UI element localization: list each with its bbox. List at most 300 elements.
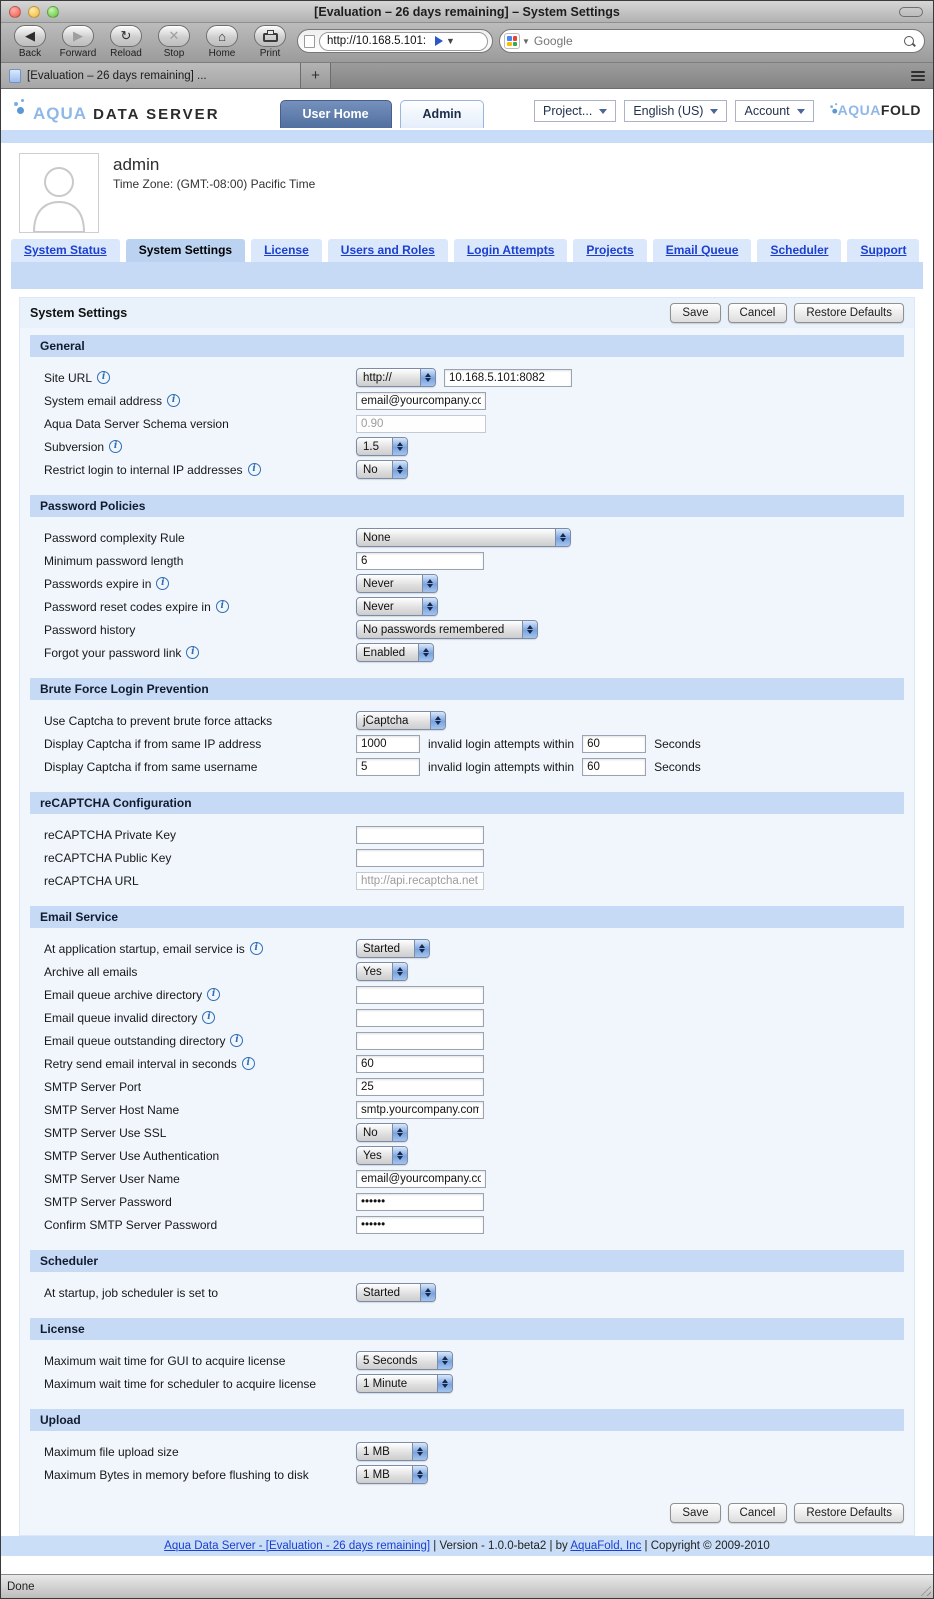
captcha-ip-attempts-input[interactable] bbox=[356, 735, 420, 753]
label-text: Display Captcha if from same username bbox=[44, 759, 258, 774]
scheduler-license-wait-select[interactable] bbox=[356, 1374, 453, 1393]
smtp-port-input[interactable] bbox=[356, 1078, 484, 1096]
row-recaptcha-private-key bbox=[30, 823, 904, 846]
tab-email-queue[interactable] bbox=[653, 239, 752, 262]
smtp-password-label bbox=[44, 1195, 356, 1209]
captcha-user-within-text: invalid login attempts within bbox=[428, 759, 575, 774]
subversion-value: 1.5 bbox=[363, 440, 379, 453]
info-icon[interactable] bbox=[156, 577, 169, 590]
stop-button[interactable] bbox=[153, 25, 195, 59]
password-history-select[interactable] bbox=[356, 620, 538, 639]
chevron-down-icon bbox=[797, 109, 805, 114]
max-bytes-memory-label bbox=[44, 1468, 356, 1482]
smtp-auth-label bbox=[44, 1149, 356, 1163]
url-history-dropdown-icon[interactable]: ▼ bbox=[446, 36, 455, 46]
forgot-password-link-label bbox=[44, 646, 356, 660]
tab-overflow-icon[interactable] bbox=[903, 63, 933, 88]
bubbles-icon bbox=[829, 103, 836, 113]
top-navigation bbox=[280, 100, 485, 128]
row-min-password-length bbox=[30, 549, 904, 572]
row-max-bytes-memory bbox=[30, 1463, 904, 1486]
row-captcha-same-ip bbox=[30, 732, 904, 755]
footer-copyright: Copyright © 2009-2010 bbox=[650, 1540, 770, 1552]
home-label: Home bbox=[208, 48, 236, 59]
passwords-expire-label bbox=[44, 577, 356, 591]
chevron-down-icon bbox=[599, 109, 607, 114]
label-text: Password reset codes expire in bbox=[44, 599, 211, 614]
url-capsule bbox=[319, 32, 488, 51]
footer-separator: | bbox=[549, 1540, 553, 1552]
admin-tab-strip bbox=[1, 239, 933, 262]
stepper-icon bbox=[437, 1352, 452, 1369]
job-scheduler-startup-value: Started bbox=[363, 1286, 401, 1299]
outstanding-directory-input[interactable] bbox=[356, 1032, 484, 1050]
site-url-label bbox=[44, 371, 356, 385]
captcha-ip-unit-text: Seconds bbox=[654, 736, 701, 751]
site-url-scheme-select[interactable] bbox=[356, 368, 436, 387]
max-upload-size-value: 1 MB bbox=[363, 1445, 390, 1458]
reset-codes-expire-select[interactable] bbox=[356, 597, 438, 616]
label-text: Subversion bbox=[44, 439, 105, 454]
label-text: System email address bbox=[44, 393, 163, 408]
avatar bbox=[19, 153, 99, 233]
browser-tab[interactable] bbox=[1, 63, 301, 88]
stepper-icon bbox=[555, 529, 570, 546]
outstanding-directory-label bbox=[44, 1034, 356, 1048]
page-content bbox=[1, 89, 933, 1574]
go-arrow-icon[interactable] bbox=[435, 36, 443, 46]
cancel-button[interactable]: Cancel bbox=[728, 303, 788, 323]
label-text: At application startup, email service is bbox=[44, 941, 245, 956]
user-timezone: Time Zone: (GMT:-08:00) Pacific Time bbox=[113, 177, 316, 191]
restore-defaults-button[interactable]: Restore Defaults bbox=[794, 1503, 904, 1523]
label-text: Use Captcha to prevent brute force attacks bbox=[44, 713, 273, 728]
tab-login-attempts[interactable] bbox=[454, 239, 568, 262]
stepper-icon bbox=[422, 575, 437, 592]
invalid-directory-label bbox=[44, 1011, 356, 1025]
captcha-ip-seconds-input[interactable] bbox=[582, 735, 646, 753]
cancel-button[interactable]: Cancel bbox=[728, 1503, 788, 1523]
label-text: SMTP Server Use Authentication bbox=[44, 1148, 220, 1163]
system-email-input[interactable] bbox=[356, 392, 486, 410]
tab-support-label: Support bbox=[860, 243, 907, 257]
stepper-icon bbox=[392, 1124, 407, 1141]
search-icon[interactable] bbox=[903, 35, 916, 48]
stepper-icon bbox=[414, 940, 429, 957]
tabbar-spacer bbox=[331, 63, 903, 88]
bubbles-icon bbox=[13, 99, 27, 119]
back-label: Back bbox=[18, 48, 42, 59]
admin-tab-band bbox=[11, 262, 923, 289]
job-scheduler-startup-select[interactable] bbox=[356, 1283, 436, 1302]
save-button[interactable]: Save bbox=[670, 303, 720, 323]
max-upload-size-select[interactable] bbox=[356, 1442, 428, 1461]
section-general bbox=[30, 335, 904, 488]
top-actions bbox=[670, 303, 904, 323]
row-password-complexity bbox=[30, 526, 904, 549]
info-icon[interactable] bbox=[97, 371, 110, 384]
tab-email-queue-label: Email Queue bbox=[665, 243, 739, 257]
gui-license-wait-label bbox=[44, 1354, 356, 1368]
subversion-label bbox=[44, 440, 356, 454]
row-scheduler-license-wait bbox=[30, 1372, 904, 1395]
archive-directory-label bbox=[44, 988, 356, 1002]
nav-tab-user-home[interactable]: User Home bbox=[280, 100, 392, 128]
row-invalid-directory bbox=[30, 1006, 904, 1029]
stepper-icon bbox=[420, 1284, 435, 1301]
tab-system-settings[interactable] bbox=[126, 239, 245, 262]
search-engine-dropdown-icon[interactable]: ▼ bbox=[522, 36, 530, 46]
tab-scheduler-label: Scheduler bbox=[770, 243, 829, 257]
smtp-port-label bbox=[44, 1080, 356, 1094]
label-text: Maximum Bytes in memory before flushing to disk bbox=[44, 1467, 309, 1482]
info-icon[interactable] bbox=[109, 440, 122, 453]
section-brute-force bbox=[30, 678, 904, 785]
label-text: Email queue outstanding directory bbox=[44, 1033, 226, 1048]
tab-projects[interactable] bbox=[573, 239, 646, 262]
aquafold-fold-text: FOLD bbox=[880, 101, 921, 118]
account-menu[interactable] bbox=[735, 100, 813, 122]
section-upload-title: Upload bbox=[30, 1409, 904, 1431]
info-icon[interactable] bbox=[202, 1011, 215, 1024]
person-silhouette-icon bbox=[26, 160, 92, 232]
row-max-upload-size bbox=[30, 1440, 904, 1463]
footer-company-link[interactable]: AquaFold, Inc bbox=[570, 1540, 642, 1552]
section-password-policies bbox=[30, 495, 904, 671]
label-text: Password complexity Rule bbox=[44, 530, 185, 545]
page-title: System Settings bbox=[30, 306, 128, 320]
label-text: Email queue invalid directory bbox=[44, 1010, 198, 1025]
section-recaptcha-title: reCAPTCHA Configuration bbox=[30, 792, 904, 814]
label-text: Password history bbox=[44, 622, 136, 637]
row-recaptcha-public-key bbox=[30, 846, 904, 869]
footer-separator: | bbox=[433, 1540, 437, 1552]
row-confirm-smtp-password bbox=[30, 1213, 904, 1236]
label-text: Minimum password length bbox=[44, 553, 184, 568]
label-text: Archive all emails bbox=[44, 964, 138, 979]
restore-defaults-button[interactable]: Restore Defaults bbox=[794, 303, 904, 323]
section-license-title: License bbox=[30, 1318, 904, 1340]
row-use-captcha bbox=[30, 709, 904, 732]
tab-system-settings-label: System Settings bbox=[138, 243, 233, 257]
smtp-ssl-label bbox=[44, 1126, 356, 1140]
site-url-scheme-value: http:// bbox=[363, 371, 392, 384]
info-icon[interactable] bbox=[216, 600, 229, 613]
label-text: Display Captcha if from same IP address bbox=[44, 736, 262, 751]
settings-panel bbox=[19, 297, 915, 1536]
label-text: Restrict login to internal IP addresses bbox=[44, 462, 243, 477]
footer-by-text: by bbox=[555, 1540, 568, 1552]
label-text: Aqua Data Server Schema version bbox=[44, 416, 229, 431]
toolbar-toggle-button[interactable] bbox=[899, 7, 923, 17]
label-text: SMTP Server Port bbox=[44, 1079, 142, 1094]
label-text: Retry send email interval in seconds bbox=[44, 1056, 237, 1071]
info-icon[interactable] bbox=[242, 1057, 255, 1070]
print-icon bbox=[254, 25, 286, 47]
scheduler-license-wait-label bbox=[44, 1377, 356, 1391]
section-recaptcha bbox=[30, 792, 904, 899]
home-icon: ⌂ bbox=[206, 25, 238, 47]
footer-separator: | bbox=[644, 1540, 648, 1552]
archive-all-emails-label bbox=[44, 965, 356, 979]
gui-license-wait-select[interactable] bbox=[356, 1351, 453, 1370]
print-label: Print bbox=[259, 48, 281, 59]
email-startup-select[interactable] bbox=[356, 939, 430, 958]
reset-codes-expire-label bbox=[44, 600, 356, 614]
section-general-title: General bbox=[30, 335, 904, 357]
chevron-down-icon bbox=[710, 109, 718, 114]
search-bar bbox=[499, 29, 925, 53]
row-system-email bbox=[30, 389, 904, 412]
stepper-icon bbox=[422, 598, 437, 615]
tab-users-and-roles-label: Users and Roles bbox=[340, 243, 435, 257]
smtp-host-input[interactable] bbox=[356, 1101, 484, 1119]
smtp-username-input[interactable] bbox=[356, 1170, 486, 1188]
recaptcha-private-key-input[interactable] bbox=[356, 826, 484, 844]
use-captcha-value: jCaptcha bbox=[363, 714, 409, 727]
recaptcha-public-key-label bbox=[44, 851, 356, 865]
user-info-block bbox=[1, 143, 933, 239]
row-retry-interval bbox=[30, 1052, 904, 1075]
label-text: SMTP Server User Name bbox=[44, 1171, 180, 1186]
subversion-select[interactable] bbox=[356, 437, 408, 456]
label-text: Email queue archive directory bbox=[44, 987, 203, 1002]
tab-system-status[interactable] bbox=[11, 239, 120, 262]
status-text: Done bbox=[7, 1580, 35, 1593]
resize-grip[interactable] bbox=[918, 1583, 931, 1596]
section-brute-force-title: Brute Force Login Prevention bbox=[30, 678, 904, 700]
aquafold-aqua-text: AQUA bbox=[837, 101, 881, 118]
tab-login-attempts-label: Login Attempts bbox=[466, 243, 555, 257]
nav-tab-admin[interactable]: Admin bbox=[400, 100, 485, 128]
password-complexity-value: None bbox=[363, 531, 391, 544]
smtp-username-label bbox=[44, 1172, 356, 1186]
tab-title: [Evaluation – 26 days remaining] ... bbox=[27, 69, 207, 82]
forgot-password-link-select[interactable] bbox=[356, 643, 434, 662]
min-password-length-input[interactable] bbox=[356, 552, 484, 570]
search-input[interactable] bbox=[534, 34, 903, 48]
row-outstanding-directory bbox=[30, 1029, 904, 1052]
row-smtp-ssl bbox=[30, 1121, 904, 1144]
row-recaptcha-url bbox=[30, 869, 904, 892]
section-password-title: Password Policies bbox=[30, 495, 904, 517]
captcha-user-attempts-input[interactable] bbox=[356, 758, 420, 776]
reload-label: Reload bbox=[110, 48, 142, 59]
row-smtp-port bbox=[30, 1075, 904, 1098]
email-startup-label bbox=[44, 942, 356, 956]
user-details bbox=[113, 153, 315, 233]
aquafold-logo bbox=[828, 101, 921, 118]
reload-icon: ↻ bbox=[110, 25, 142, 47]
stepper-icon bbox=[418, 644, 433, 661]
row-restrict-login bbox=[30, 458, 904, 481]
captcha-ip-within-text: invalid login attempts within bbox=[428, 736, 575, 751]
label-text: Maximum wait time for GUI to acquire license bbox=[44, 1353, 286, 1368]
label-text: SMTP Server Host Name bbox=[44, 1102, 180, 1117]
retry-interval-label bbox=[44, 1057, 356, 1071]
restrict-login-select[interactable] bbox=[356, 460, 408, 479]
tab-projects-label: Projects bbox=[586, 243, 634, 257]
footer-version: Version - 1.0.0-beta2 bbox=[439, 1540, 547, 1552]
captcha-user-unit-text: Seconds bbox=[654, 759, 701, 774]
section-scheduler-title: Scheduler bbox=[30, 1250, 904, 1272]
smtp-auth-select[interactable] bbox=[356, 1146, 408, 1165]
stepper-icon bbox=[430, 712, 445, 729]
row-passwords-expire bbox=[30, 572, 904, 595]
row-forgot-password-link bbox=[30, 641, 904, 664]
language-menu-label: English (US) bbox=[633, 104, 704, 118]
recaptcha-url-input bbox=[356, 872, 484, 890]
smtp-ssl-value: No bbox=[363, 1126, 378, 1139]
project-menu[interactable] bbox=[534, 100, 616, 122]
language-menu[interactable] bbox=[624, 100, 727, 122]
label-text: Confirm SMTP Server Password bbox=[44, 1217, 218, 1232]
print-button[interactable] bbox=[249, 25, 291, 59]
row-reset-codes-expire bbox=[30, 595, 904, 618]
stepper-icon bbox=[392, 461, 407, 478]
confirm-smtp-password-input[interactable] bbox=[356, 1216, 484, 1234]
max-upload-size-label bbox=[44, 1445, 356, 1459]
reset-codes-expire-value: Never bbox=[363, 600, 394, 613]
stepper-icon bbox=[412, 1443, 427, 1460]
tab-system-status-label: System Status bbox=[24, 243, 107, 257]
recaptcha-public-key-input[interactable] bbox=[356, 849, 484, 867]
retry-interval-input[interactable] bbox=[356, 1055, 484, 1073]
section-scheduler bbox=[30, 1250, 904, 1311]
section-upload bbox=[30, 1409, 904, 1493]
google-icon bbox=[504, 33, 520, 49]
tab-support[interactable] bbox=[847, 239, 919, 262]
recaptcha-private-key-label bbox=[44, 828, 356, 842]
max-bytes-memory-select[interactable] bbox=[356, 1465, 428, 1484]
page-title-row bbox=[20, 298, 914, 328]
password-complexity-select[interactable] bbox=[356, 528, 571, 547]
row-smtp-host bbox=[30, 1098, 904, 1121]
password-history-label bbox=[44, 623, 356, 637]
schema-version-label bbox=[44, 417, 356, 431]
email-startup-value: Started bbox=[363, 942, 401, 955]
save-button[interactable]: Save bbox=[670, 1503, 720, 1523]
back-icon: ◀ bbox=[14, 25, 46, 47]
back-button[interactable] bbox=[9, 25, 51, 59]
row-smtp-auth bbox=[30, 1144, 904, 1167]
scheduler-license-wait-value: 1 Minute bbox=[363, 1377, 408, 1390]
app-masthead bbox=[1, 89, 933, 128]
captcha-user-seconds-input[interactable] bbox=[582, 758, 646, 776]
label-text: Site URL bbox=[44, 370, 93, 385]
smtp-host-label bbox=[44, 1103, 356, 1117]
smtp-password-input[interactable] bbox=[356, 1193, 484, 1211]
browser-tabbar bbox=[1, 63, 933, 89]
label-text: reCAPTCHA URL bbox=[44, 873, 139, 888]
section-email-service-title: Email Service bbox=[30, 906, 904, 928]
stop-icon: ✕ bbox=[158, 25, 190, 47]
label-text: At startup, job scheduler is set to bbox=[44, 1285, 219, 1300]
forgot-password-link-value: Enabled bbox=[363, 646, 406, 659]
max-bytes-memory-value: 1 MB bbox=[363, 1468, 390, 1481]
row-archive-all-emails bbox=[30, 960, 904, 983]
archive-directory-input[interactable] bbox=[356, 986, 484, 1004]
archive-all-emails-select[interactable] bbox=[356, 962, 408, 981]
forward-button[interactable] bbox=[57, 25, 99, 59]
row-schema-version bbox=[30, 412, 904, 435]
stepper-icon bbox=[437, 1375, 452, 1392]
project-menu-label: Project... bbox=[542, 104, 593, 118]
browser-toolbar bbox=[1, 23, 933, 63]
info-icon[interactable] bbox=[248, 463, 261, 476]
address-bar bbox=[297, 29, 493, 53]
row-smtp-password bbox=[30, 1190, 904, 1213]
tab-favicon bbox=[9, 69, 21, 83]
tab-scheduler[interactable] bbox=[757, 239, 841, 262]
logo-aqua-text: AQUA bbox=[33, 104, 88, 123]
info-icon[interactable] bbox=[230, 1034, 243, 1047]
home-button[interactable] bbox=[201, 25, 243, 59]
row-gui-license-wait bbox=[30, 1349, 904, 1372]
stepper-icon bbox=[412, 1466, 427, 1483]
label-text: SMTP Server Password bbox=[44, 1194, 172, 1209]
row-subversion bbox=[30, 435, 904, 458]
user-name: admin bbox=[113, 155, 160, 174]
new-tab-button[interactable]: + bbox=[301, 63, 331, 88]
label-text: Forgot your password link bbox=[44, 645, 182, 660]
stepper-icon bbox=[420, 369, 435, 386]
label-text: Passwords expire in bbox=[44, 576, 152, 591]
smtp-ssl-select[interactable] bbox=[356, 1123, 408, 1142]
footer-gap bbox=[1, 1556, 933, 1574]
recaptcha-url-label bbox=[44, 874, 356, 888]
tab-license-label: License bbox=[264, 243, 309, 257]
row-smtp-username bbox=[30, 1167, 904, 1190]
captcha-same-ip-label bbox=[44, 737, 356, 751]
account-menu-label: Account bbox=[744, 104, 790, 118]
site-url-input[interactable] bbox=[444, 369, 572, 387]
section-email-service bbox=[30, 906, 904, 1243]
tab-license[interactable] bbox=[251, 239, 322, 262]
info-icon[interactable] bbox=[250, 942, 263, 955]
system-email-label bbox=[44, 394, 356, 408]
info-icon[interactable] bbox=[167, 394, 180, 407]
stepper-icon bbox=[392, 438, 407, 455]
reload-button[interactable] bbox=[105, 25, 147, 59]
invalid-directory-input[interactable] bbox=[356, 1009, 484, 1027]
archive-all-emails-value: Yes bbox=[363, 965, 382, 978]
stop-label: Stop bbox=[163, 48, 185, 59]
tab-users-and-roles[interactable] bbox=[328, 239, 448, 262]
stepper-icon bbox=[392, 1147, 407, 1164]
schema-version-input bbox=[356, 415, 486, 433]
row-captcha-same-username bbox=[30, 755, 904, 778]
footer-app-link[interactable]: Aqua Data Server - [Evaluation - 26 days remaining] bbox=[164, 1540, 431, 1552]
passwords-expire-select[interactable] bbox=[356, 574, 438, 593]
label-text: SMTP Server Use SSL bbox=[44, 1125, 167, 1140]
forward-label: Forward bbox=[59, 48, 97, 59]
url-input[interactable] bbox=[327, 35, 435, 47]
job-scheduler-startup-label bbox=[44, 1286, 356, 1300]
captcha-same-username-label bbox=[44, 760, 356, 774]
use-captcha-select[interactable] bbox=[356, 711, 446, 730]
status-bar bbox=[1, 1574, 933, 1598]
use-captcha-label bbox=[44, 714, 356, 728]
window-title: [Evaluation – 26 days remaining] – System Settings bbox=[314, 4, 620, 19]
stepper-icon bbox=[522, 621, 537, 638]
page-favicon bbox=[304, 35, 315, 48]
info-icon[interactable] bbox=[186, 646, 199, 659]
info-icon[interactable] bbox=[207, 988, 220, 1001]
aqua-data-server-logo bbox=[13, 99, 220, 124]
label-text: Maximum wait time for scheduler to acquire license bbox=[44, 1376, 317, 1391]
restrict-login-label bbox=[44, 463, 356, 477]
